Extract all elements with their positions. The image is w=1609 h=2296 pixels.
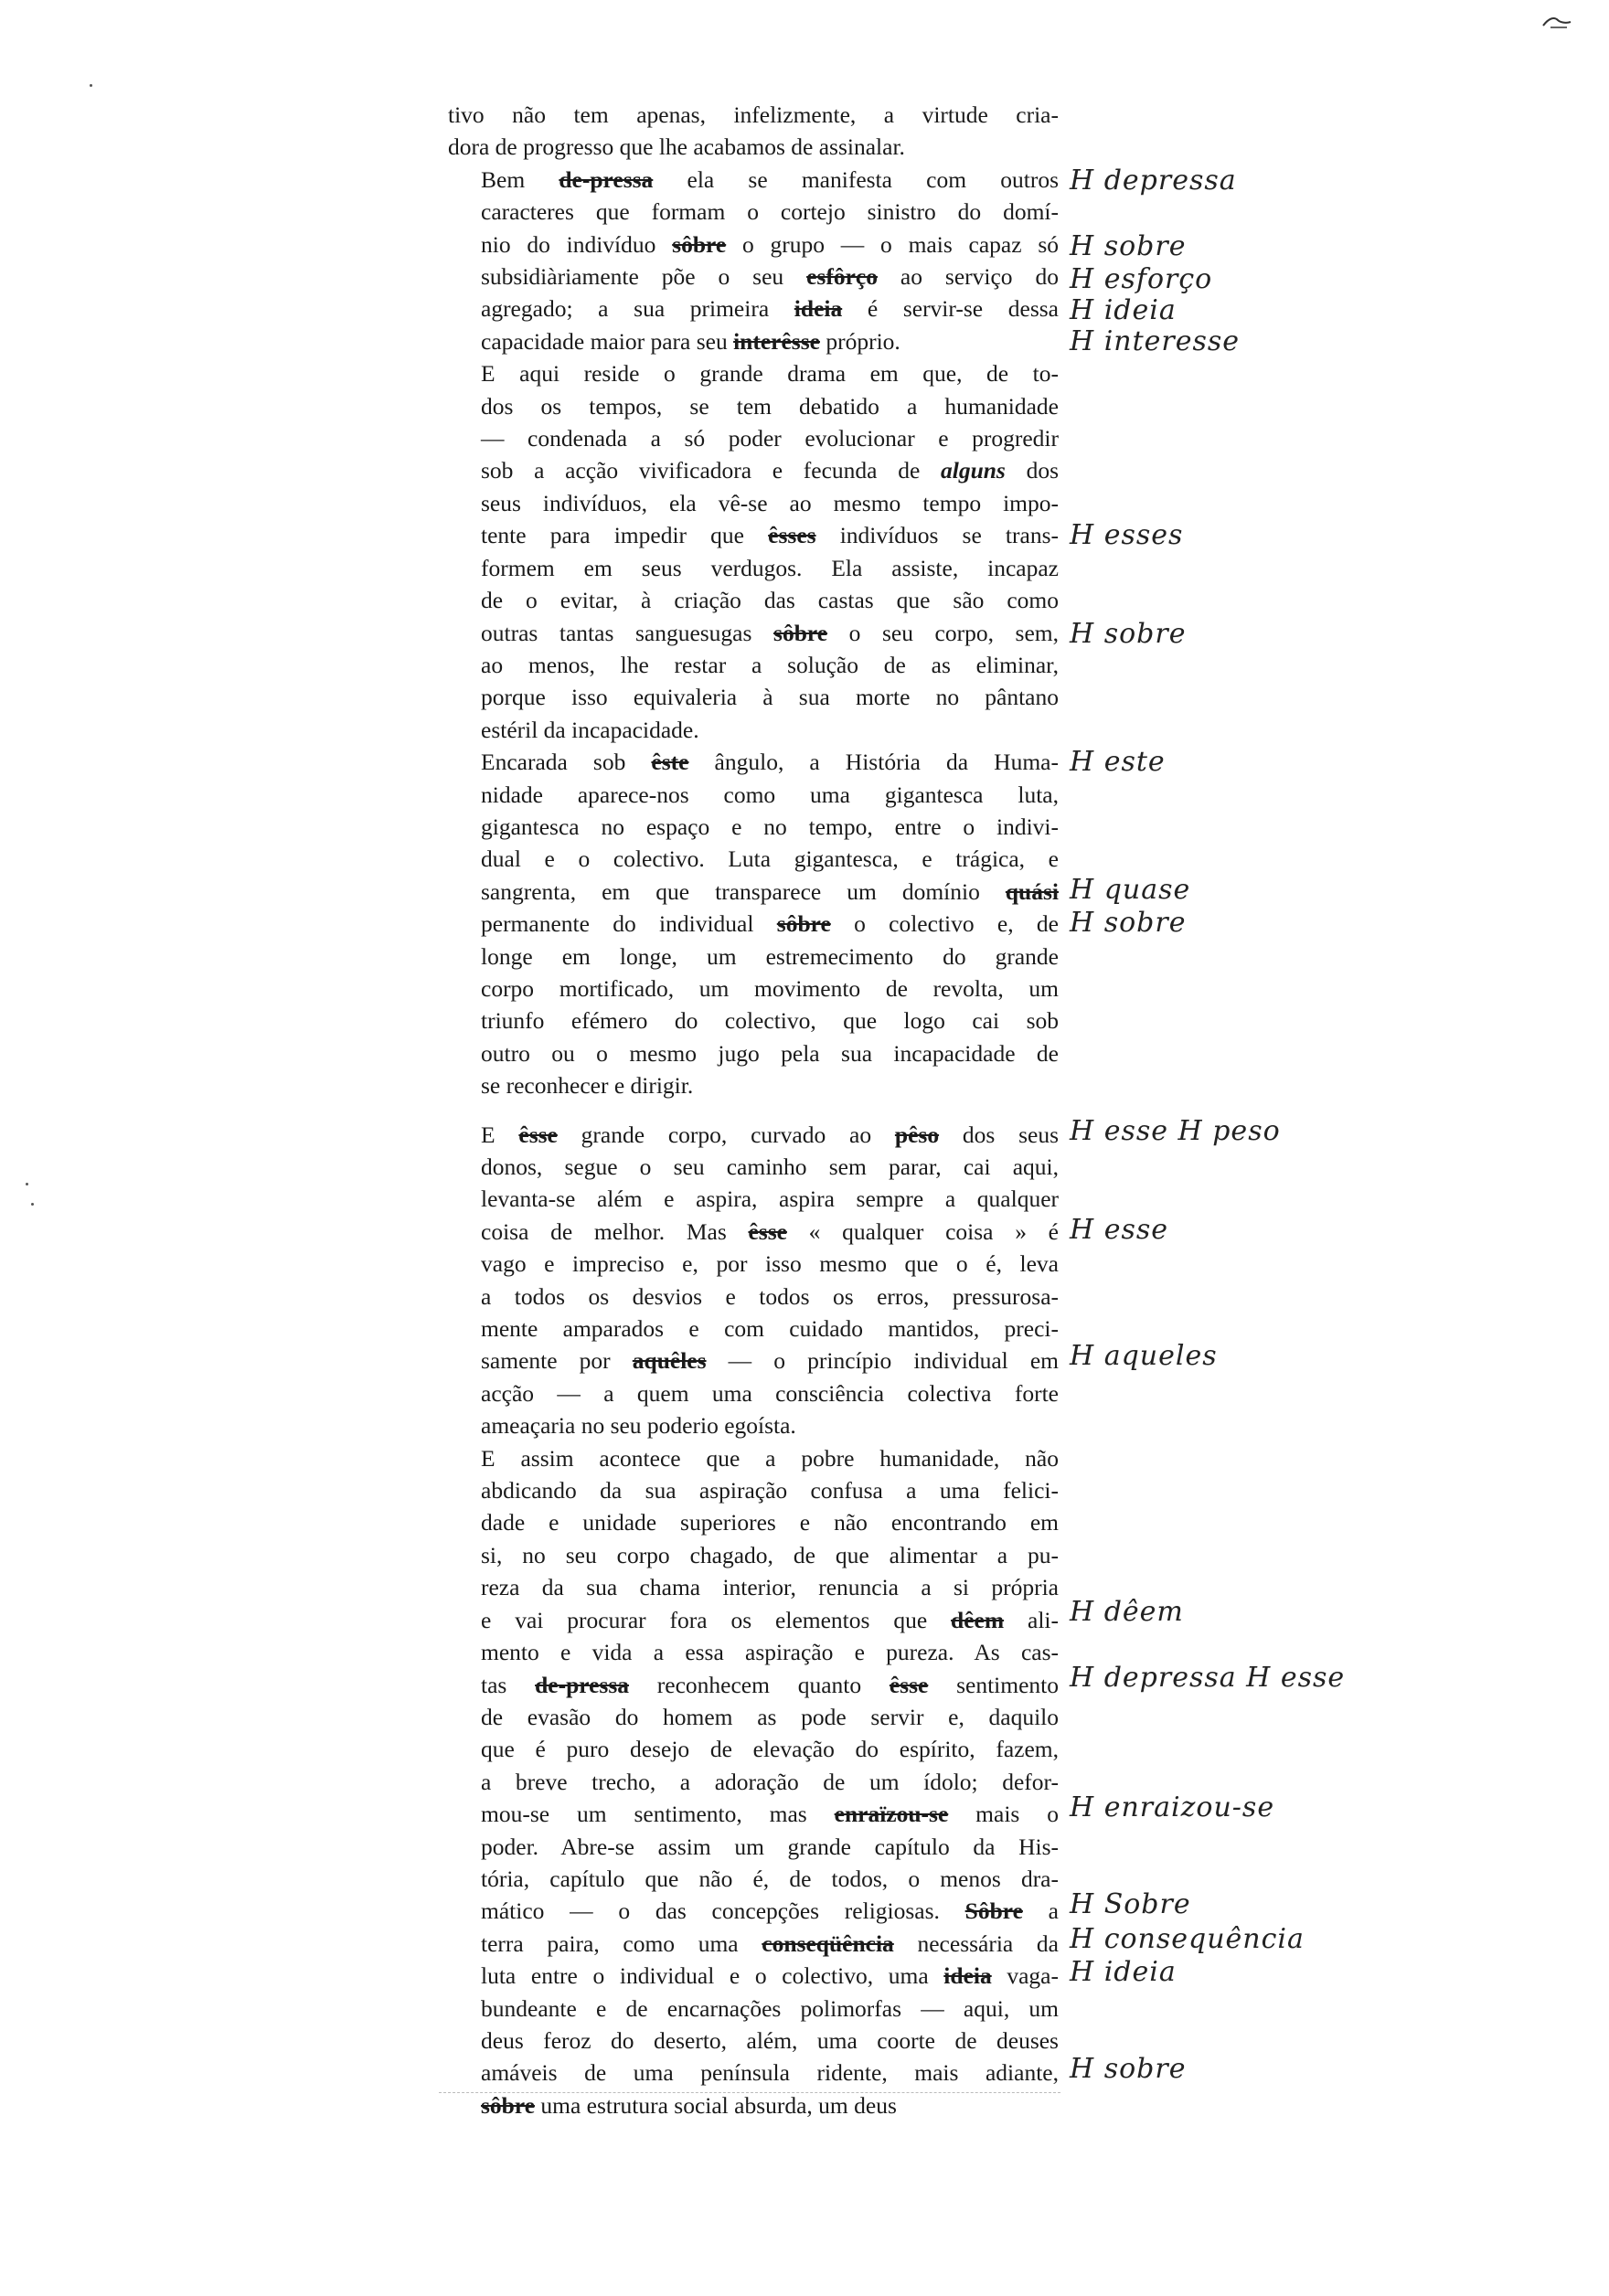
handwritten-correction: H este xyxy=(1070,746,1166,778)
paragraph-p4 xyxy=(448,746,1059,1101)
handwritten-correction: H consequência xyxy=(1070,1923,1305,1955)
struck-word: sôbre xyxy=(481,2091,536,2119)
text-run: ali- xyxy=(1004,1606,1059,1633)
text-line xyxy=(448,229,1059,260)
text-run: triunfo efémero do colectivo, que logo cai sob xyxy=(481,1007,1059,1035)
handwritten-correction: H sobre xyxy=(1070,618,1187,650)
text-line xyxy=(448,2057,1059,2089)
text-run: vaga- xyxy=(991,1962,1059,1990)
handwritten-correction: H esse H peso xyxy=(1070,1115,1281,1147)
struck-word: Sôbre xyxy=(964,1897,1023,1925)
paragraph-gap xyxy=(448,1102,1059,1119)
text-line xyxy=(448,292,1059,324)
text-line xyxy=(448,908,1059,940)
text-run: vago e impreciso e, por isso mesmo que o é, leva xyxy=(481,1250,1059,1278)
text-run: formem em seus verdugos. Ela assiste, incapaz xyxy=(481,554,1059,581)
text-run: seus indivíduos, ela vê-se ao mesmo tempo impo- xyxy=(481,489,1059,516)
text-run: o grupo — o mais capaz só xyxy=(726,230,1059,258)
text-line xyxy=(448,1377,1059,1409)
paper-speck xyxy=(90,84,92,87)
handwritten-correction: H esses xyxy=(1070,519,1184,551)
text-run: ao menos, lhe restar a solução de as eliminar, xyxy=(481,651,1059,678)
text-run: sentimento xyxy=(928,1671,1059,1698)
struck-word: quási xyxy=(1005,877,1059,905)
struck-word: pêso xyxy=(894,1121,940,1148)
text-run: outras tantas sanguesugas xyxy=(481,619,774,646)
text-run: a breve trecho, a adoração de um ídolo; defor- xyxy=(481,1768,1059,1795)
text-run: E aqui reside o grande drama em que, de to- xyxy=(481,360,1059,388)
text-line xyxy=(448,1248,1059,1280)
text-run: agregado; a sua primeira xyxy=(481,295,794,323)
text-line xyxy=(448,2089,1059,2121)
text-line xyxy=(448,1798,1059,1830)
text-run: abdicando da sua aspiração confusa a uma felici- xyxy=(481,1477,1059,1504)
text-run: ameaçaria no seu poderio egoísta. xyxy=(481,1412,796,1440)
struck-word: ideia xyxy=(943,1962,992,1990)
text-line: tivo não tem apenas, infelizmente, a virtude cria- xyxy=(448,101,1059,128)
handwritten-correction: H interesse xyxy=(1070,325,1241,357)
text-line xyxy=(448,1863,1059,1895)
text-line xyxy=(448,1313,1059,1345)
text-line xyxy=(448,1766,1059,1798)
text-run: dos xyxy=(1005,457,1059,484)
text-run: luta entre o individual e o colectivo, uma xyxy=(481,1962,944,1990)
text-run: ela se manifesta com outros xyxy=(653,165,1059,193)
text-line xyxy=(448,164,1059,196)
text-run: tas xyxy=(481,1671,536,1698)
text-line xyxy=(448,357,1059,389)
text-run: reconhecem quanto xyxy=(629,1671,890,1698)
text-run: gigantesca no espaço e no tempo, entre o indivi- xyxy=(481,813,1059,840)
struck-word: aquêles xyxy=(632,1347,707,1375)
handwritten-correction: H sobre xyxy=(1070,907,1187,939)
text-run: grande corpo, curvado ao xyxy=(557,1121,895,1148)
text-run: é servir-se dessa xyxy=(842,295,1059,323)
text-line xyxy=(448,1004,1059,1036)
text-run: sangrenta, em que transparece um domínio xyxy=(481,877,1006,905)
text-run: tória, capítulo que não é, de todos, o menos dra- xyxy=(481,1865,1059,1892)
text-line xyxy=(448,746,1059,778)
handwritten-correction: H depressa H esse xyxy=(1070,1662,1346,1694)
text-run: coisa de melhor. Mas xyxy=(481,1217,749,1245)
struck-word: êsses xyxy=(768,522,816,549)
text-run: a todos os desvios e todos os erros, pressurosa- xyxy=(481,1282,1059,1310)
text-line xyxy=(448,1442,1059,1474)
handwritten-correction: H Sobre xyxy=(1070,1888,1191,1920)
text-line xyxy=(448,1733,1059,1765)
handwritten-correction: H enraizou-se xyxy=(1070,1791,1275,1823)
text-run: de evasão do homem as pode servir e, daquilo xyxy=(481,1703,1059,1730)
corner-pen-mark xyxy=(1541,11,1572,31)
struck-word: esfôrço xyxy=(806,263,878,291)
text-line xyxy=(448,260,1059,292)
paragraph-p1 xyxy=(448,99,1059,164)
text-run: mente amparados e com cuidado mantidos, preci- xyxy=(481,1315,1059,1343)
text-run: mático — o das concepções religiosas. xyxy=(481,1897,965,1925)
text-run: caracteres que formam o cortejo sinistro do domí- xyxy=(481,198,1059,226)
handwritten-correction: H depressa xyxy=(1070,165,1237,197)
text-line xyxy=(448,1183,1059,1215)
text-line xyxy=(448,2025,1059,2057)
text-run: de o evitar, à criação das castas que são como xyxy=(481,587,1059,614)
text-line xyxy=(448,1069,1059,1101)
text-run: sob a acção vivificadora e fecunda de xyxy=(481,457,941,484)
text-line xyxy=(448,1960,1059,1992)
text-line xyxy=(448,1345,1059,1377)
text-run: que é puro desejo de elevação do espírito, fazem, xyxy=(481,1736,1059,1763)
text-run: dual e o colectivo. Luta gigantesca, e trágica, e xyxy=(481,845,1059,873)
text-run: capacidade maior para seu xyxy=(481,327,734,355)
text-run: outro ou o mesmo jugo pela sua incapacidade de xyxy=(481,1039,1059,1067)
struck-word: sôbre xyxy=(773,619,828,646)
text-run: a xyxy=(1022,1897,1059,1925)
text-line xyxy=(448,1895,1059,1927)
text-line xyxy=(448,519,1059,551)
text-run: mou-se um sentimento, mas xyxy=(481,1801,835,1828)
struck-word: êste xyxy=(651,749,689,776)
text-run: tente para impedir que xyxy=(481,522,769,549)
text-run: corpo mortificado, um movimento de revolta, um xyxy=(481,974,1059,1002)
handwritten-correction: H esse xyxy=(1070,1214,1168,1246)
text-run: dade e unidade superiores e não encontrando em xyxy=(481,1509,1059,1536)
struck-word: êsse xyxy=(518,1121,558,1148)
text-line xyxy=(448,843,1059,875)
struck-word: interêsse xyxy=(733,327,820,355)
text-line xyxy=(448,1701,1059,1733)
text-run: reza da sua chama interior, renuncia a si própria xyxy=(481,1574,1059,1601)
text-line xyxy=(448,390,1059,422)
text-line xyxy=(448,681,1059,713)
text-run: e vai procurar fora os elementos que xyxy=(481,1606,952,1633)
text-run: — condenada a só poder evolucionar e progredir xyxy=(481,425,1059,452)
text-run: mento e vida a essa aspiração e pureza. As cas- xyxy=(481,1639,1059,1666)
text-line xyxy=(448,196,1059,228)
handwritten-correction: H quase xyxy=(1070,874,1191,906)
struck-word: ideia xyxy=(794,295,843,323)
text-run: amáveis de uma península ridente, mais adiante, xyxy=(481,2059,1059,2087)
struck-word: sôbre xyxy=(776,910,831,938)
text-run: donos, segue o seu caminho sem parar, cai aqui, xyxy=(481,1153,1059,1180)
text-run: E assim acontece que a pobre humanidade, não xyxy=(481,1444,1059,1472)
text-run: porque isso equivaleria à sua morte no pântano xyxy=(481,684,1059,711)
text-run: deus feroz do deserto, além, uma coorte de deuses xyxy=(481,2026,1059,2054)
handwritten-correction: H dêem xyxy=(1070,1596,1184,1628)
text-run: mais o xyxy=(948,1801,1059,1828)
text-line xyxy=(448,1636,1059,1668)
text-run: necessária da xyxy=(893,1929,1059,1957)
text-run: — o princípio individual em xyxy=(706,1347,1060,1375)
text-line xyxy=(448,1669,1059,1701)
body-text-column xyxy=(448,99,1059,2121)
text-line xyxy=(448,649,1059,681)
handwritten-correction: H sobre xyxy=(1070,2053,1187,2085)
paragraph-p5 xyxy=(448,1119,1059,1442)
text-run: levanta-se além e aspira, aspira sempre a qualquer xyxy=(481,1185,1059,1213)
text-line xyxy=(448,1216,1059,1248)
handwritten-correction: H aqueles xyxy=(1070,1340,1218,1372)
text-run: samente por xyxy=(481,1347,633,1375)
struck-word: dêem xyxy=(951,1606,1005,1633)
struck-word: conseqüência xyxy=(762,1929,894,1957)
text-line xyxy=(448,487,1059,519)
text-run: indivíduos se trans- xyxy=(815,522,1059,549)
text-line xyxy=(448,1474,1059,1506)
italic-word: alguns xyxy=(940,457,1006,484)
text-line xyxy=(448,552,1059,584)
handwritten-correction: H sobre xyxy=(1070,230,1187,262)
text-line xyxy=(448,973,1059,1004)
struck-word: de-pressa xyxy=(559,165,654,193)
paper-speck xyxy=(26,1183,28,1185)
struck-word: êsse xyxy=(748,1217,787,1245)
text-run: nidade aparece-nos como uma gigantesca luta, xyxy=(481,781,1059,808)
text-run: estéril da incapacidade. xyxy=(481,716,699,743)
text-run: bundeante e de encarnações polimorfas — aqui, um xyxy=(481,1994,1059,2022)
paragraph-p3 xyxy=(448,357,1059,746)
text-run: se reconhecer e dirigir. xyxy=(481,1072,694,1100)
text-line xyxy=(448,617,1059,649)
text-run: ângulo, a História da Huma- xyxy=(688,749,1059,776)
text-run: si, no seu corpo chagado, de que alimentar a pu- xyxy=(481,1541,1059,1568)
text-run: poder. Abre-se assim um grande capítulo da His- xyxy=(481,1833,1059,1860)
bottom-rule xyxy=(439,2092,1060,2093)
handwritten-correction: H esforço xyxy=(1070,263,1213,295)
text-line xyxy=(448,1151,1059,1183)
handwritten-correction: H ideia xyxy=(1070,294,1177,326)
text-run: dos os tempos, se tem debatido a humanidade xyxy=(481,392,1059,420)
struck-word: de-pressa xyxy=(535,1671,630,1698)
struck-word: êsse xyxy=(889,1671,929,1698)
struck-word: enraïzou-se xyxy=(834,1801,949,1828)
text-run: Encarada sob xyxy=(481,749,652,776)
text-line xyxy=(448,1281,1059,1313)
text-line xyxy=(448,1604,1059,1636)
text-line xyxy=(448,1571,1059,1603)
text-run: o seu corpo, sem, xyxy=(827,619,1059,646)
text-line xyxy=(448,1037,1059,1069)
text-run: acção — a quem uma consciência colectiva forte xyxy=(481,1379,1059,1407)
text-line xyxy=(448,325,1059,357)
text-run: E xyxy=(481,1121,519,1148)
text-line xyxy=(448,941,1059,973)
text-line xyxy=(448,1409,1059,1441)
paper-speck xyxy=(31,1203,34,1206)
text-line xyxy=(448,811,1059,843)
text-run: longe em longe, um estremecimento do grande xyxy=(481,942,1059,970)
text-run: o colectivo e, de xyxy=(830,910,1059,938)
text-run: próprio. xyxy=(819,327,900,355)
text-line xyxy=(448,422,1059,454)
text-run: nio do indivíduo xyxy=(481,230,673,258)
text-line xyxy=(448,876,1059,908)
paragraph-p2 xyxy=(448,164,1059,357)
text-line xyxy=(448,584,1059,616)
paragraph-p6 xyxy=(448,1442,1059,2122)
text-run: « qualquer coisa » é xyxy=(786,1217,1059,1245)
text-run: uma estrutura social absurda, um deus xyxy=(535,2091,897,2119)
text-line xyxy=(448,1119,1059,1151)
text-line xyxy=(448,454,1059,486)
text-run: terra paira, como uma xyxy=(481,1929,762,1957)
text-run: subsidiàriamente põe o seu xyxy=(481,263,807,291)
text-line: dora de progresso que lhe acabamos de assinalar. xyxy=(448,133,905,161)
text-line xyxy=(448,714,1059,746)
text-line xyxy=(448,779,1059,811)
text-run: dos seus xyxy=(939,1121,1060,1148)
text-line xyxy=(448,1506,1059,1538)
struck-word: sôbre xyxy=(672,230,727,258)
text-line xyxy=(448,1539,1059,1571)
text-line xyxy=(448,1928,1059,1960)
text-run: ao serviço do xyxy=(877,263,1059,291)
text-run: permanente do individual xyxy=(481,910,777,938)
text-line xyxy=(448,1993,1059,2025)
text-line xyxy=(448,1831,1059,1863)
handwritten-correction: H ideia xyxy=(1070,1956,1177,1988)
text-run: Bem xyxy=(481,165,559,193)
